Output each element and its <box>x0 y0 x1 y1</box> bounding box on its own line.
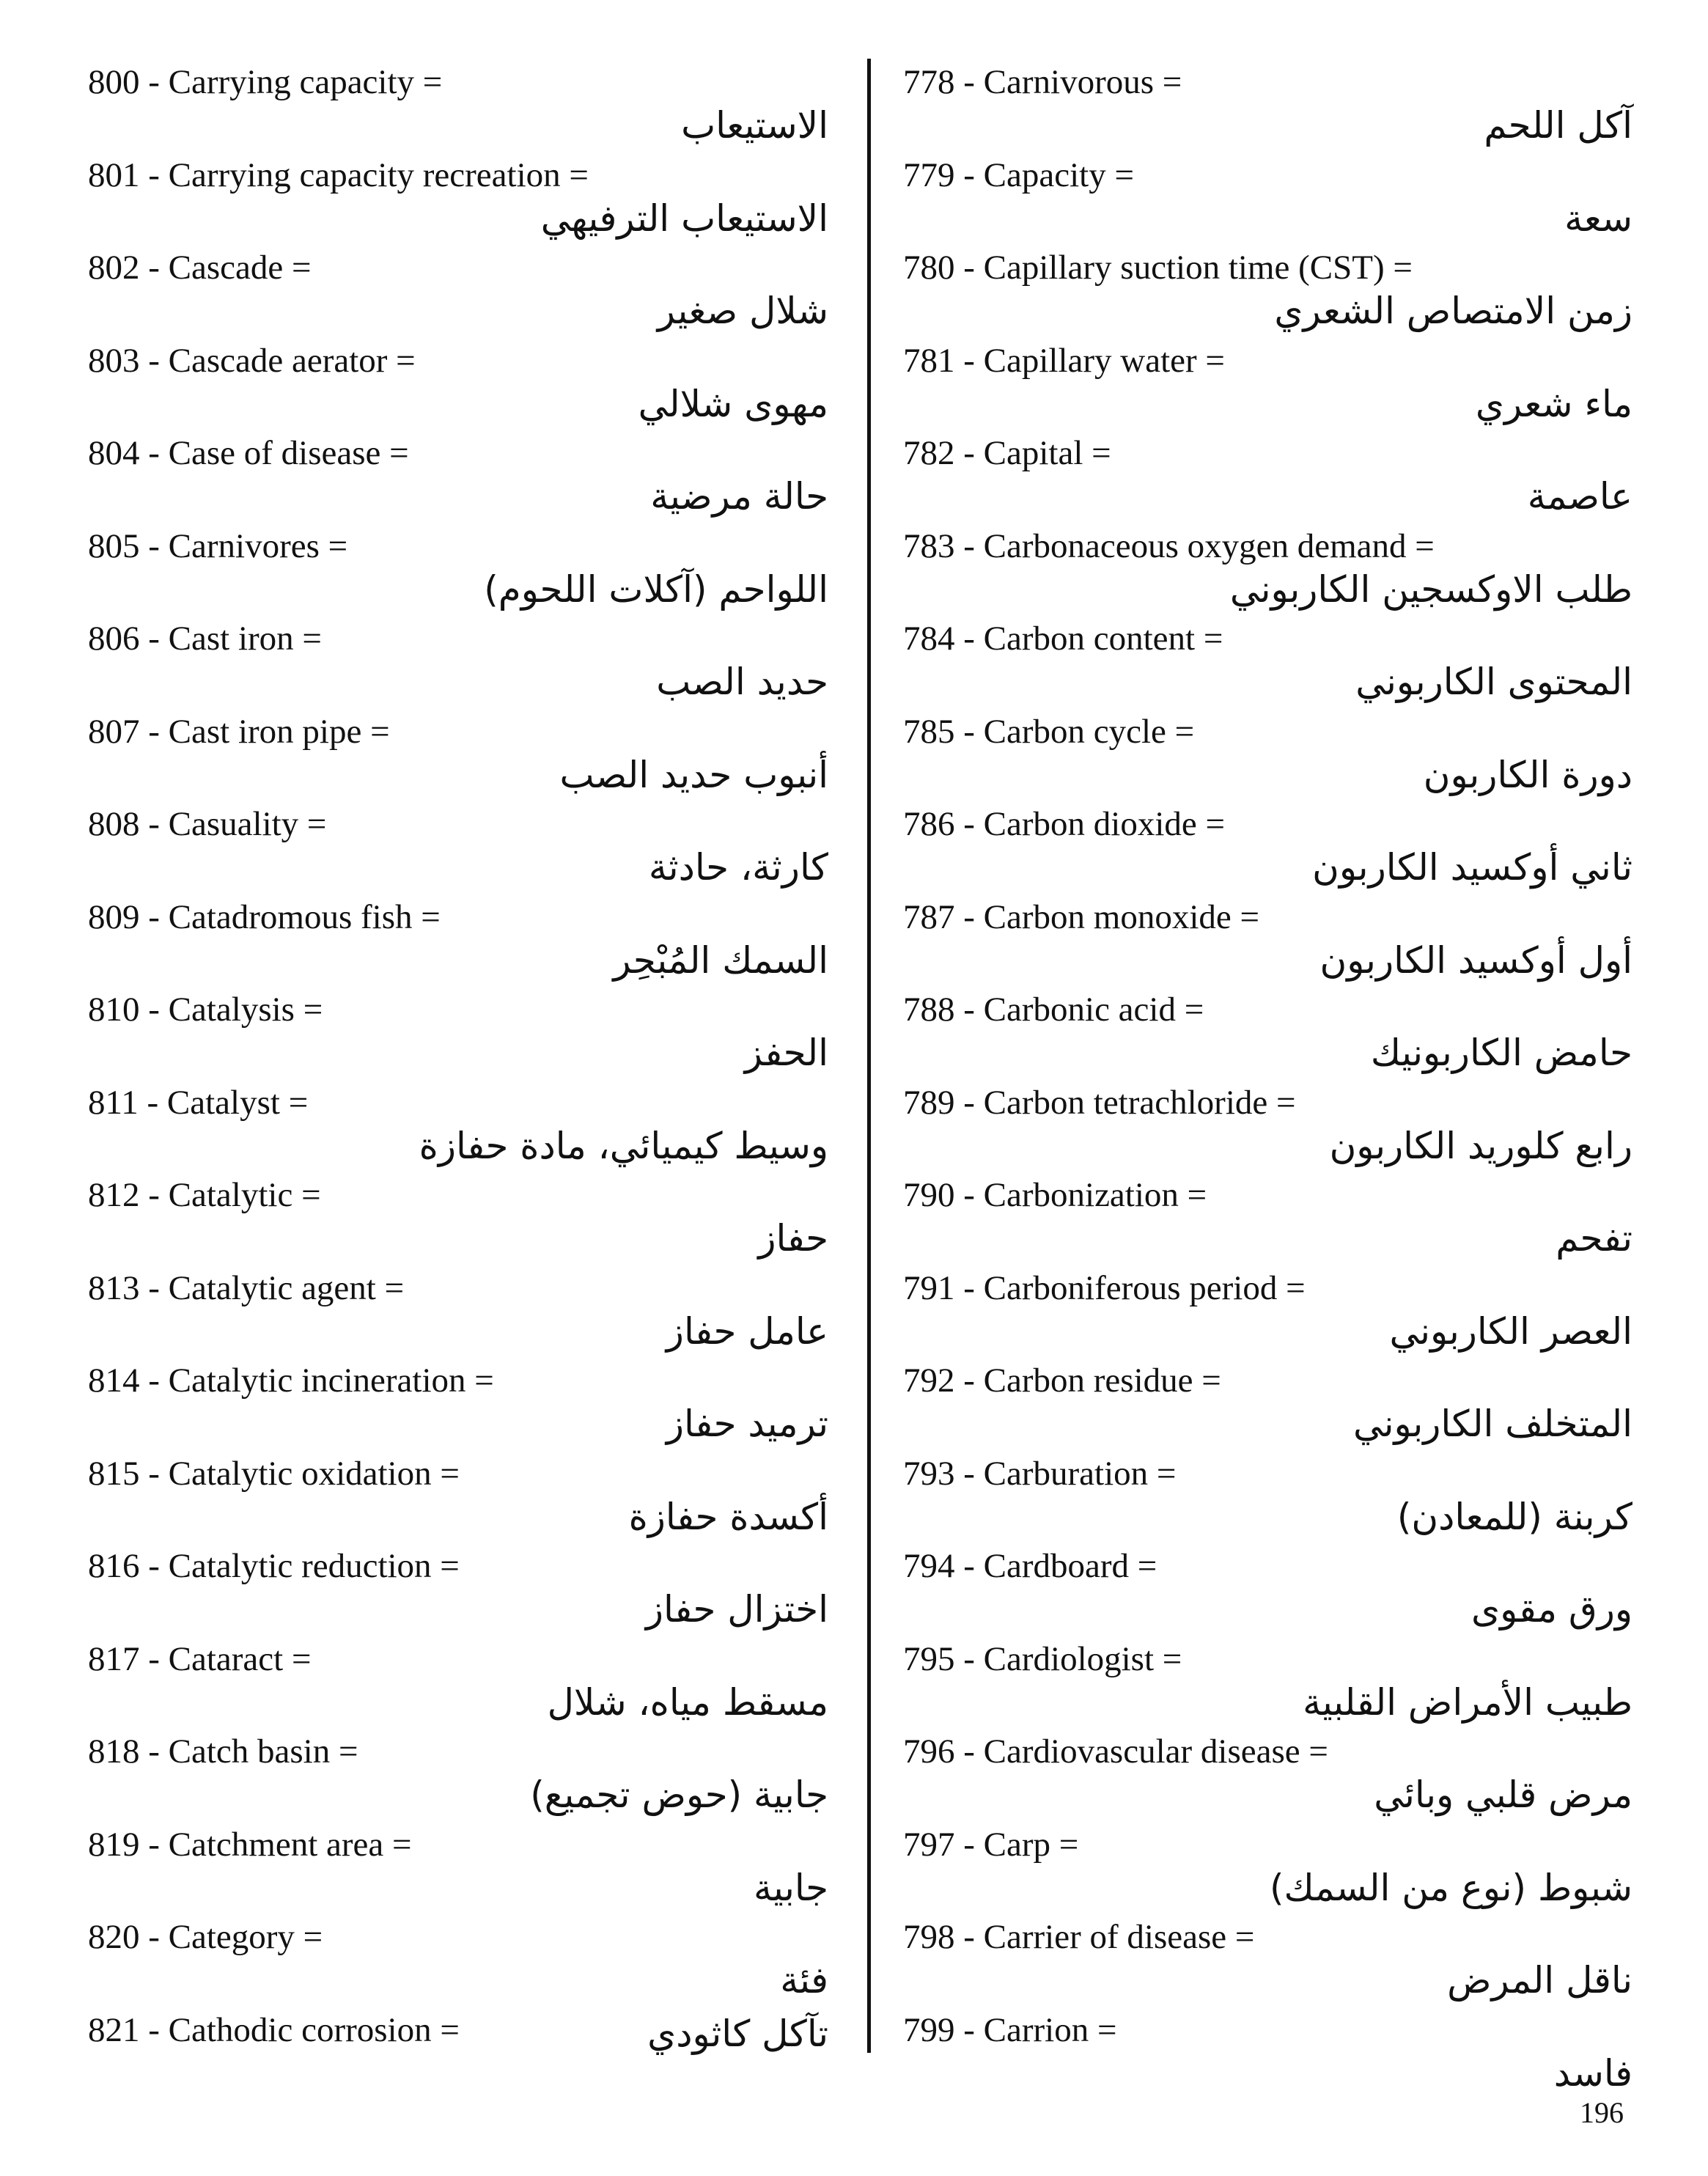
entry-translation: ماء شعري <box>1475 382 1632 425</box>
entry-translation: عاصمة <box>1527 475 1632 518</box>
entry-translation: كربنة (للمعادن) <box>1396 1495 1632 1538</box>
glossary-entry <box>903 526 1632 619</box>
glossary-entry <box>88 1453 828 1546</box>
entry-term: 779 - Capacity = <box>903 155 1134 194</box>
entry-term: 811 - Catalyst = <box>88 1083 309 1122</box>
glossary-entry <box>903 1916 1632 2010</box>
entry-term: 792 - Carbon residue = <box>903 1361 1221 1400</box>
entry-translation: أول أوكسيد الكاربون <box>1319 938 1632 982</box>
entry-term: 785 - Carbon cycle = <box>903 712 1195 751</box>
glossary-entry <box>88 1916 828 2010</box>
glossary-entry <box>903 1268 1632 1361</box>
glossary-entry <box>903 1639 1632 1732</box>
entry-term: 786 - Carbon dioxide = <box>903 805 1225 843</box>
entry-term: 815 - Catalytic oxidation = <box>88 1454 460 1493</box>
entry-translation: الاستيعاب الترفيهي <box>540 196 828 240</box>
entry-term: 790 - Carbonization = <box>903 1176 1207 1214</box>
glossary-entry <box>903 1453 1632 1546</box>
entry-translation: المتخلف الكاربوني <box>1352 1403 1632 1445</box>
entry-translation: السمك المُبْحِر <box>613 938 828 982</box>
entry-term: 781 - Capillary water = <box>903 341 1225 380</box>
entry-translation: شلال صغير <box>657 290 828 332</box>
glossary-entry <box>903 247 1632 340</box>
glossary-entry <box>903 711 1632 804</box>
page-number: 196 <box>1580 2096 1624 2129</box>
glossary-entry <box>903 2010 1632 2103</box>
entry-term: 794 - Cardboard = <box>903 1547 1157 1585</box>
entry-translation: حالة مرضية <box>650 475 828 518</box>
column-divider <box>867 59 871 2053</box>
entry-term: 796 - Cardiovascular disease = <box>903 1732 1328 1771</box>
glossary-entry <box>88 62 828 155</box>
glossary-entry <box>88 433 828 526</box>
glossary-entry <box>88 989 828 1082</box>
glossary-entry <box>903 155 1632 248</box>
entry-term: 808 - Casuality = <box>88 805 327 843</box>
glossary-entry <box>88 1175 828 1268</box>
right-column <box>903 62 1632 2102</box>
entry-translation: مرض قلبي وبائي <box>1374 1773 1632 1816</box>
entry-term: 797 - Carp = <box>903 1825 1079 1864</box>
entry-term: 821 - Cathodic corrosion = <box>88 2010 460 2049</box>
glossary-entry <box>88 618 828 711</box>
entry-term: 803 - Cascade aerator = <box>88 341 416 380</box>
entry-translation: الاستيعاب <box>681 104 828 147</box>
entry-term: 816 - Catalytic reduction = <box>88 1547 460 1585</box>
glossary-entry <box>88 526 828 619</box>
entry-term: 809 - Catadromous fish = <box>88 897 441 936</box>
entry-translation: آكل اللحم <box>1484 104 1632 147</box>
entry-term: 801 - Carrying capacity recreation = <box>88 155 589 194</box>
glossary-entry <box>88 247 828 340</box>
glossary-entry <box>88 804 828 897</box>
entry-translation: العصر الكاربوني <box>1389 1309 1632 1353</box>
entry-translation: ناقل المرض <box>1447 1959 1632 2002</box>
entry-term: 778 - Carnivorous = <box>903 63 1182 101</box>
entry-translation: كارثة، حادثة <box>648 846 828 889</box>
entry-translation: أنبوب حديد الصب <box>559 753 828 796</box>
glossary-entry <box>903 989 1632 1082</box>
entry-term: 783 - Carbonaceous oxygen demand = <box>903 526 1435 565</box>
entry-term: 789 - Carbon tetrachloride = <box>903 1083 1296 1122</box>
entry-term: 810 - Catalysis = <box>88 990 323 1029</box>
entry-term: 800 - Carrying capacity = <box>88 63 443 101</box>
entry-translation: تفحم <box>1556 1217 1632 1260</box>
entry-term: 820 - Category = <box>88 1918 323 1956</box>
glossary-entry <box>88 340 828 433</box>
entry-term: 805 - Carnivores = <box>88 526 348 565</box>
glossary-entry <box>88 1824 828 1917</box>
entry-translation: ثاني أوكسيد الكاربون <box>1312 846 1632 889</box>
glossary-entry <box>88 1639 828 1732</box>
entry-translation: فئة <box>780 1959 828 2002</box>
entry-translation: سعة <box>1564 196 1632 240</box>
entry-translation: حديد الصب <box>656 661 828 703</box>
entry-term: 813 - Catalytic agent = <box>88 1268 405 1307</box>
glossary-entry <box>903 1360 1632 1453</box>
entry-term: 791 - Carboniferous period = <box>903 1268 1306 1307</box>
glossary-entry <box>903 1545 1632 1639</box>
glossary-entry <box>88 1082 828 1175</box>
entry-translation: المحتوى الكاربوني <box>1355 661 1632 703</box>
glossary-entry <box>903 804 1632 897</box>
entry-translation: جابية <box>754 1866 828 1909</box>
entry-translation: مهوى شلالي <box>638 382 828 425</box>
glossary-entry <box>903 340 1632 433</box>
glossary-entry <box>88 1731 828 1824</box>
glossary-entry <box>88 711 828 804</box>
entry-translation: حفاز <box>758 1217 828 1260</box>
entry-translation: زمن الامتصاص الشعري <box>1274 290 1632 332</box>
entry-term: 817 - Cataract = <box>88 1639 312 1678</box>
entry-term: 793 - Carburation = <box>903 1454 1177 1493</box>
entry-translation: اختزال حفاز <box>645 1588 828 1631</box>
entry-term: 798 - Carrier of disease = <box>903 1918 1255 1956</box>
entry-translation: اللواحم (آكلات اللحوم) <box>484 567 828 611</box>
glossary-entry <box>88 1545 828 1639</box>
entry-translation: مسقط مياه، شلال <box>547 1680 828 1724</box>
glossary-entry <box>88 2010 828 2103</box>
entry-translation: فاسد <box>1553 2051 1632 2095</box>
glossary-entry <box>903 1175 1632 1268</box>
glossary-entry <box>903 433 1632 526</box>
glossary-entry <box>903 1082 1632 1175</box>
entry-translation: الحفز <box>744 1032 828 1074</box>
entry-term: 812 - Catalytic = <box>88 1176 321 1214</box>
entry-translation: طبيب الأمراض القلبية <box>1303 1680 1632 1724</box>
left-column <box>88 62 828 2102</box>
entry-translation: دورة الكاربون <box>1423 753 1632 796</box>
glossary-entry <box>903 618 1632 711</box>
entry-translation: ترميد حفاز <box>666 1403 828 1445</box>
glossary-entry <box>88 897 828 990</box>
glossary-entry <box>903 1731 1632 1824</box>
entry-translation: أكسدة حفازة <box>628 1495 828 1538</box>
entry-term: 819 - Catchment area = <box>88 1825 412 1864</box>
glossary-entry <box>88 155 828 248</box>
glossary-entry <box>903 897 1632 990</box>
glossary-entry <box>88 1360 828 1453</box>
glossary-entry <box>88 1268 828 1361</box>
entry-term: 806 - Cast iron = <box>88 620 322 658</box>
entry-translation: عامل حفاز <box>666 1309 828 1353</box>
entry-term: 802 - Cascade = <box>88 249 312 287</box>
entry-term: 799 - Carrion = <box>903 2010 1117 2049</box>
entry-translation: تآكل كاثودي <box>647 2012 828 2055</box>
entry-term: 780 - Capillary suction time (CST) = <box>903 249 1413 287</box>
entry-term: 795 - Cardiologist = <box>903 1639 1182 1678</box>
entry-term: 814 - Catalytic incineration = <box>88 1361 494 1400</box>
entry-term: 804 - Case of disease = <box>88 434 409 472</box>
entry-translation: حامض الكاربونيك <box>1370 1032 1632 1074</box>
entry-term: 788 - Carbonic acid = <box>903 990 1204 1029</box>
entry-translation: جابية (حوض تجميع) <box>530 1773 828 1816</box>
entry-translation: وسيط كيميائي، مادة حفازة <box>419 1124 828 1167</box>
entry-term: 787 - Carbon monoxide = <box>903 897 1259 936</box>
glossary-entry <box>903 1824 1632 1917</box>
entry-translation: رابع كلوريد الكاربون <box>1329 1124 1632 1167</box>
entry-term: 784 - Carbon content = <box>903 620 1223 658</box>
glossary-entry <box>903 62 1632 155</box>
entry-translation: ورق مقوى <box>1470 1588 1632 1631</box>
entry-translation: شبوط (نوع من السمك) <box>1270 1866 1632 1909</box>
entry-term: 807 - Cast iron pipe = <box>88 712 390 751</box>
entry-term: 818 - Catch basin = <box>88 1732 358 1771</box>
entry-translation: طلب الاوكسجين الكاربوني <box>1229 567 1632 611</box>
entry-term: 782 - Capital = <box>903 434 1111 472</box>
